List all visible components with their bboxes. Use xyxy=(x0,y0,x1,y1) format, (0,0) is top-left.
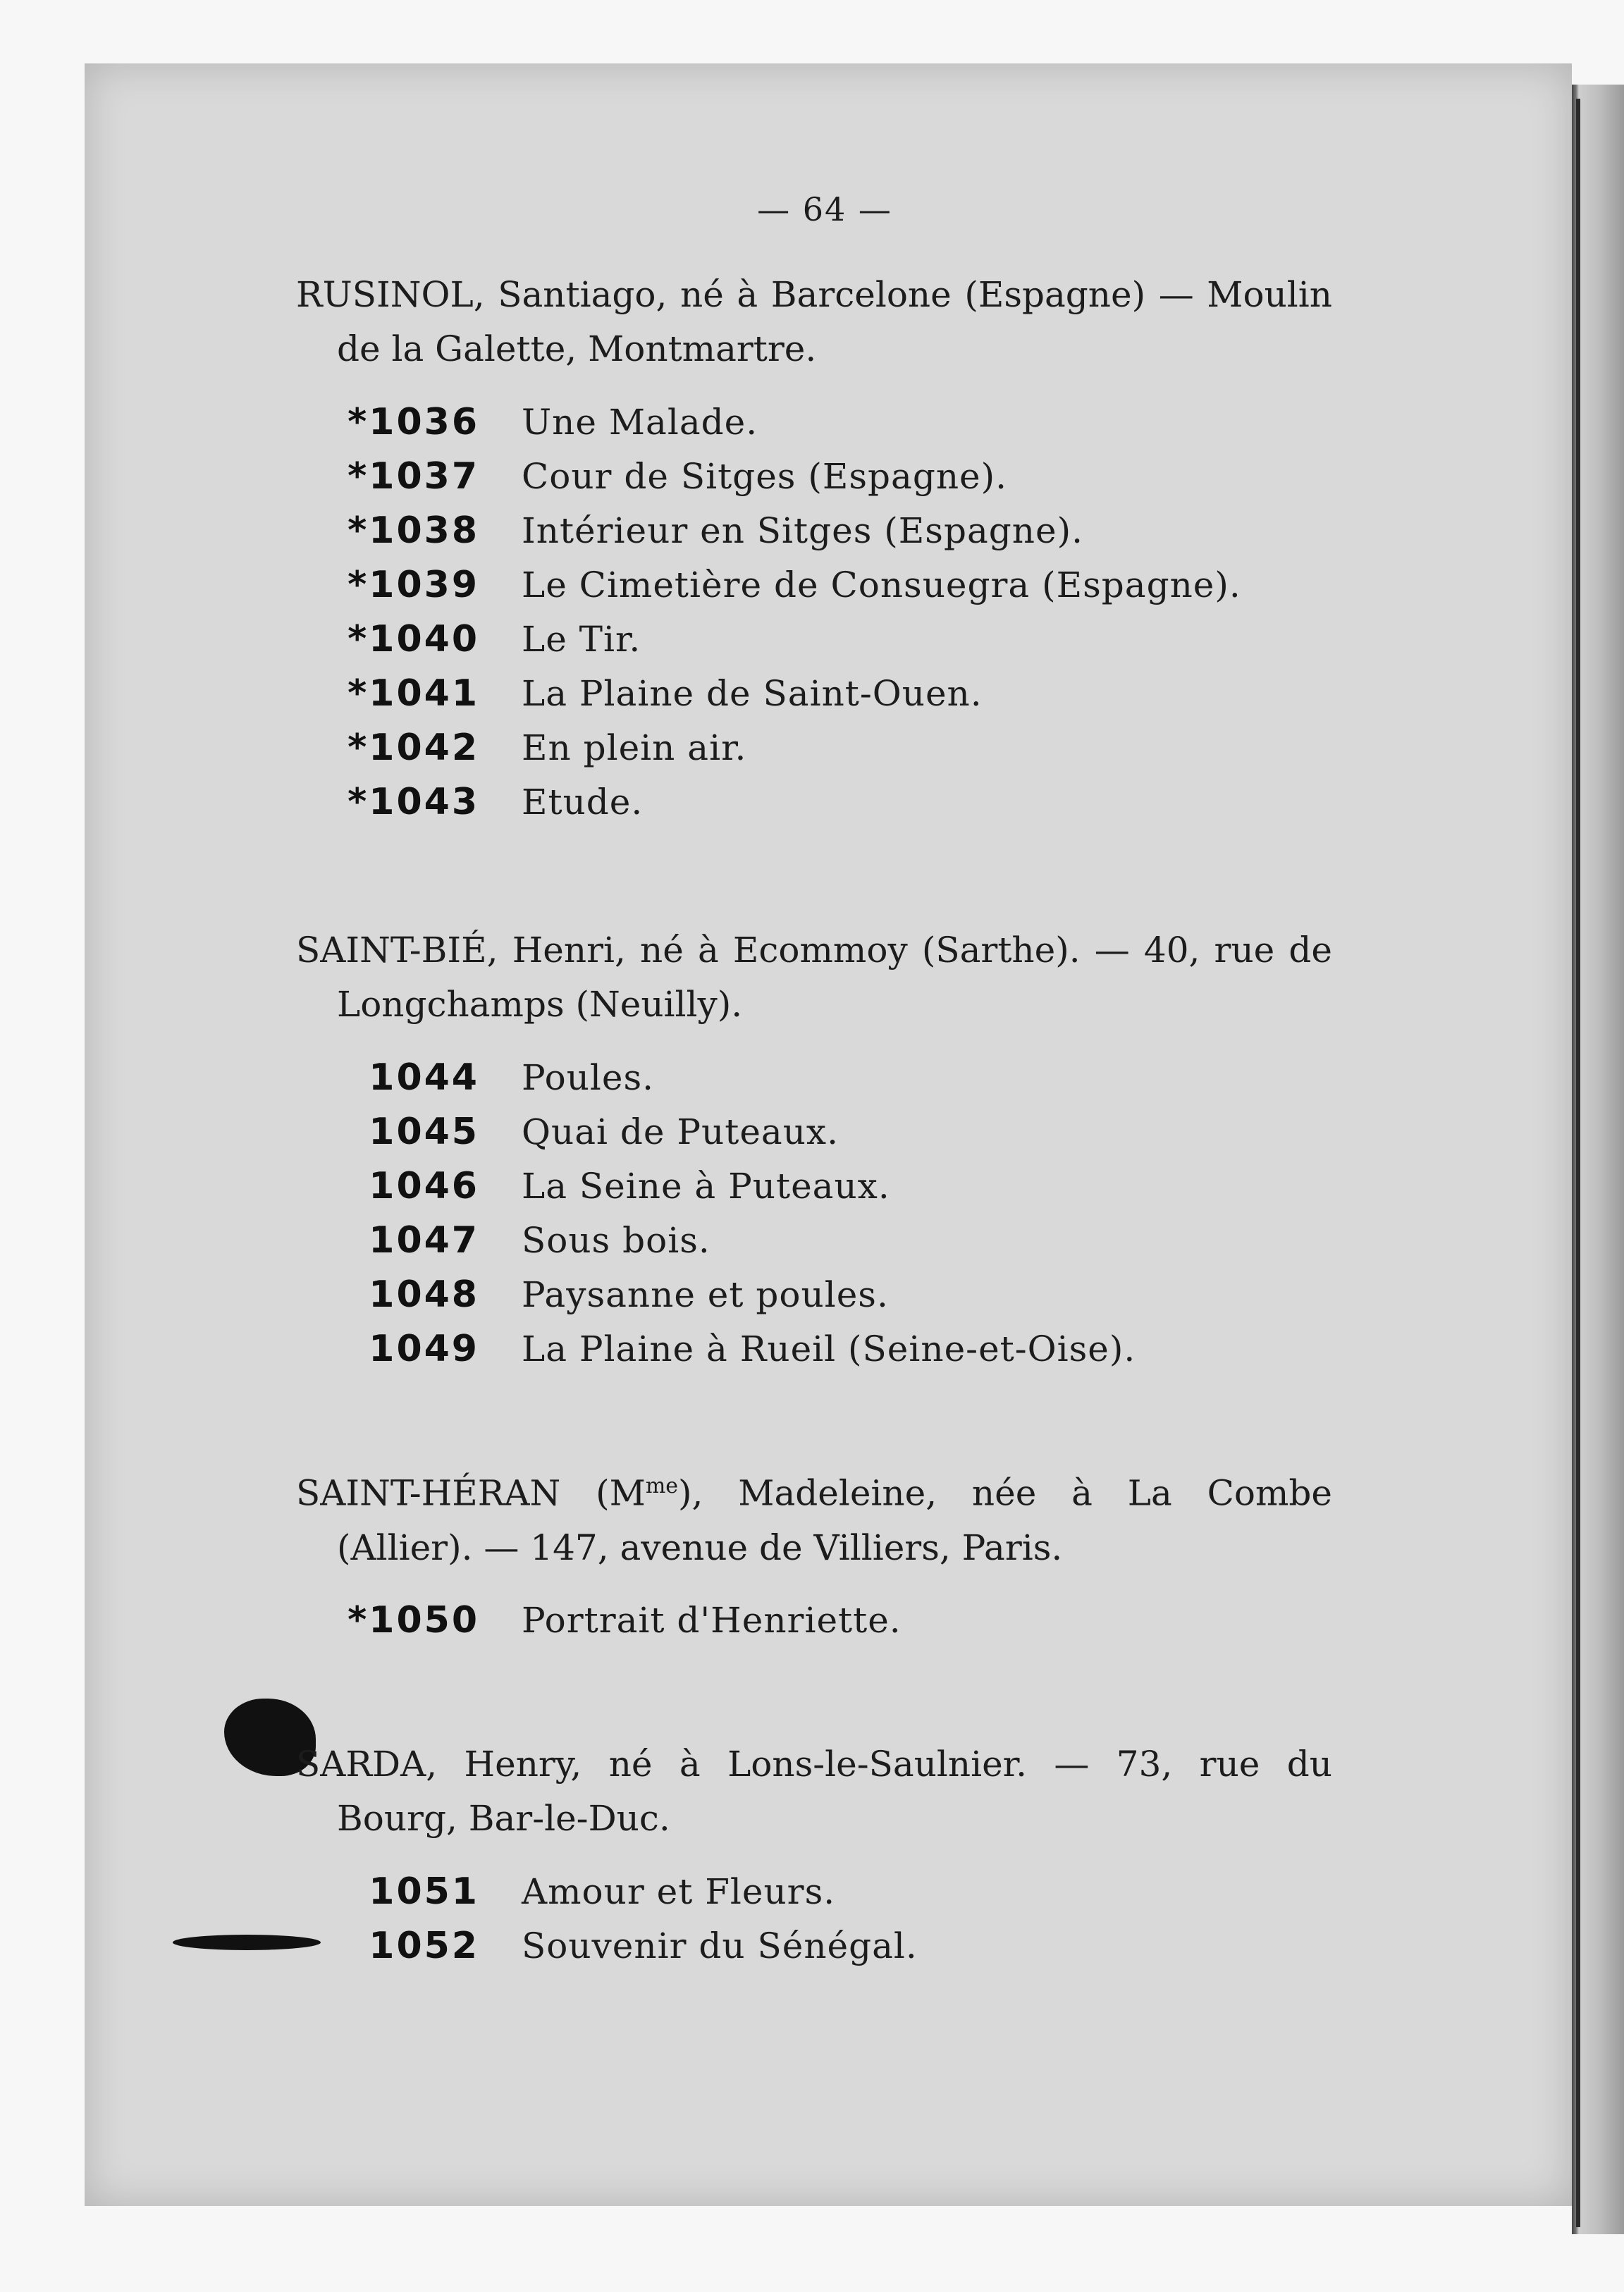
artist-name: SAINT-HÉRAN (M xyxy=(296,1472,646,1514)
work-title: Sous bois. xyxy=(522,1219,710,1261)
works-list xyxy=(296,1594,1332,1648)
artist-entry xyxy=(296,1459,1332,1648)
work-item xyxy=(296,557,1332,612)
work-number: 1045 xyxy=(369,1110,479,1153)
work-number: *1036 xyxy=(347,400,479,443)
work-item xyxy=(296,1159,1332,1213)
work-number: 1048 xyxy=(369,1273,479,1316)
work-title: Amour et Fleurs. xyxy=(522,1871,836,1912)
work-title: Cour de Sitges (Espagne). xyxy=(522,455,1008,497)
work-item xyxy=(296,1321,1332,1376)
work-title: La Seine à Puteaux. xyxy=(522,1165,890,1207)
work-title: Quai de Puteaux. xyxy=(522,1111,839,1152)
work-number: 1049 xyxy=(369,1327,479,1370)
work-title: Portrait d'Henriette. xyxy=(522,1600,902,1641)
work-item xyxy=(296,720,1332,775)
works-list xyxy=(296,1864,1332,1973)
work-item xyxy=(296,1050,1332,1104)
work-item xyxy=(296,1267,1332,1321)
work-item xyxy=(296,1864,1332,1918)
work-title: Souvenir du Sénégal. xyxy=(522,1925,918,1966)
work-number: *1050 xyxy=(347,1599,479,1642)
work-title: En plein air. xyxy=(522,727,747,768)
work-title: Une Malade. xyxy=(522,401,758,443)
work-item xyxy=(296,775,1332,829)
work-number: *1038 xyxy=(347,509,479,552)
works-list xyxy=(296,395,1332,829)
page-number: — 64 — xyxy=(757,190,892,228)
artist-entry xyxy=(296,268,1332,829)
work-item xyxy=(296,612,1332,666)
artist-entry xyxy=(296,1737,1332,1973)
work-title: Poules. xyxy=(522,1056,655,1098)
artist-heading: SAINT-BIÉ, Henri, né à Ecommoy (Sarthe). — 40, rue de Longchamps (Neuilly). xyxy=(296,930,1332,1025)
work-number: 1051 xyxy=(369,1870,479,1913)
work-title: Le Cimetière de Consuegra (Espagne). xyxy=(522,564,1241,605)
work-item xyxy=(296,1594,1332,1648)
work-item xyxy=(296,1918,1332,1973)
title-superscript: me xyxy=(645,1474,679,1498)
work-item xyxy=(296,503,1332,557)
work-number: *1041 xyxy=(347,672,479,715)
work-number: *1042 xyxy=(347,726,479,769)
work-number: 1044 xyxy=(369,1056,479,1099)
work-item xyxy=(296,666,1332,720)
work-title: Le Tir. xyxy=(522,618,641,660)
work-title: La Plaine à Rueil (Seine-et-Oise). xyxy=(522,1328,1136,1369)
work-number: *1040 xyxy=(347,617,479,660)
work-title: Intérieur en Sitges (Espagne). xyxy=(522,510,1083,551)
work-title: La Plaine de Saint-Ouen. xyxy=(522,672,983,714)
work-item xyxy=(296,1213,1332,1267)
artist-heading: RUSINOL, Santiago, né à Barcelone (Espagne) — Moulin de la Galette, Montmartre. xyxy=(296,274,1332,369)
work-number: *1043 xyxy=(347,780,479,823)
artist-details: ), Madeleine, née à La Combe (Allier). — 147, avenue de Villiers, Paris. xyxy=(337,1472,1332,1568)
works-list xyxy=(296,1050,1332,1376)
work-item xyxy=(296,1104,1332,1159)
work-number: 1046 xyxy=(369,1164,479,1207)
work-item xyxy=(296,395,1332,449)
work-number: 1047 xyxy=(369,1219,479,1262)
artist-entry xyxy=(296,923,1332,1376)
work-number: *1039 xyxy=(347,563,479,606)
work-number: *1037 xyxy=(347,455,479,498)
artist-heading: SARDA, Henry, né à Lons-le-Saulnier. — 73, rue du Bourg, Bar-le-Duc. xyxy=(296,1744,1332,1839)
artist-heading xyxy=(296,1459,1332,1575)
work-title: Etude. xyxy=(522,781,644,822)
work-item xyxy=(296,449,1332,503)
work-number: 1052 xyxy=(369,1924,479,1967)
work-title: Paysanne et poules. xyxy=(522,1274,889,1315)
